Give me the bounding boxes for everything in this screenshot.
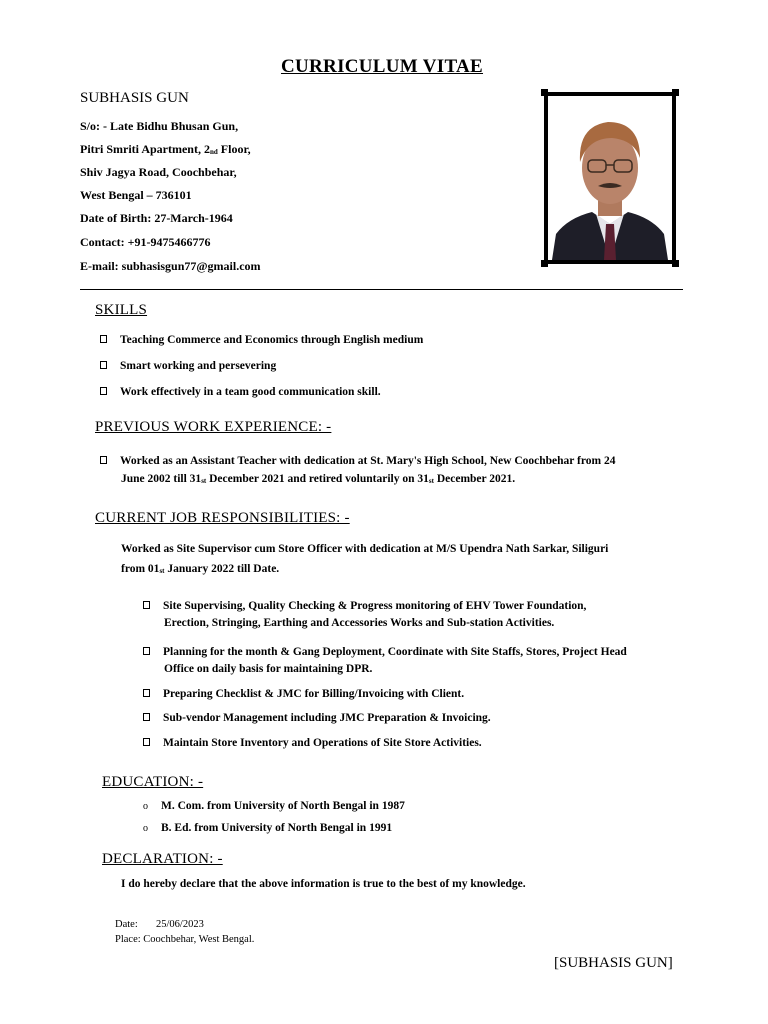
date-label: Date: [115,919,138,930]
current-job-heading: CURRENT JOB RESPONSIBILITIES: - [95,510,350,526]
bullet-box-icon [143,601,150,609]
responsibility-item-5: Maintain Store Inventory and Operations of Site Store Activities. [143,734,482,752]
skill-item-3: Work effectively in a team good communication skill. [100,383,381,401]
bullet-box-icon [100,335,107,343]
responsibility-item-2: Planning for the month & Gang Deployment, Coordinate with Site Staffs, Stores, Project Head [143,643,627,661]
bullet-box-icon [100,387,107,395]
parent-name: S/o: - Late Bidhu Bhusan Gun, [80,119,239,133]
responsibility-item-4: Sub-vendor Management including JMC Preparation & Invoicing. [143,709,491,727]
experience-item-line-2: June 2002 till $31_{st}$ December 2021 and retired voluntarily on $31_{st}$ December 2021. [121,473,516,485]
date-value: 25/06/2023 [156,919,204,930]
responsibility-item-1: Site Supervising, Quality Checking & Progress monitoring of EHV Tower Foundation, [143,597,586,615]
address-line-2: Shiv Jagya Road, Coochbehar, [80,165,237,179]
bullet-box-icon [143,713,150,721]
responsibility-item-1-line-2: Erection, Stringing, Earthing and Accessories Works and Sub-station Activities. [164,617,555,629]
circle-bullet-icon: o [143,823,148,834]
bullet-box-icon [143,647,150,655]
header-divider [80,289,683,290]
skill-item-1: Teaching Commerce and Economics through English medium [100,331,423,349]
current-job-intro-line-2: from $01_{st}$ January 2022 till Date. [121,563,280,575]
portrait-image [548,96,672,260]
circle-bullet-icon: o [143,801,148,812]
education-item-2: o B. Ed. from University of North Bengal in 1991 [143,822,393,834]
skills-heading: SKILLS [95,302,148,318]
bullet-box-icon [100,456,107,464]
contact-number: Contact: +91-9475466776 [80,235,211,249]
declaration-text: I do hereby declare that the above information is true to the best of my knowledge. [121,878,526,890]
experience-heading: PREVIOUS WORK EXPERIENCE: - [95,419,332,435]
declaration-heading: DECLARATION: - [102,851,223,867]
experience-item: Worked as an Assistant Teacher with dedication at St. Mary's High School, New Coochbehar from 24 [100,452,616,470]
date-of-birth: Date of Birth: 27-March-1964 [80,211,233,225]
bullet-box-icon [143,738,150,746]
skill-item-2: Smart working and persevering [100,357,276,375]
place-line: Place: Coochbehar, West Bengal. [115,934,255,945]
responsibility-item-2-line-2: Office on daily basis for maintaining DPR. [164,663,373,675]
education-item-1: o M. Com. from University of North Bengal in 1987 [143,800,405,812]
candidate-name: SUBHASIS GUN [80,90,189,106]
signature-name: [SUBHASIS GUN] [554,955,673,971]
bullet-box-icon [100,361,107,369]
current-job-intro-line-1: Worked as Site Supervisor cum Store Officer with dedication at M/S Upendra Nath Sarkar, Siliguri [121,543,609,555]
bullet-box-icon [143,689,150,697]
address-line-3: West Bengal – 736101 [80,188,192,202]
profile-photo [544,92,676,264]
email-address: E-mail: subhasisgun77@gmail.com [80,259,261,273]
address-line-1: Pitri Smriti Apartment, $2_{nd}$ Floor, [80,142,251,156]
responsibility-item-3: Preparing Checklist & JMC for Billing/Invoicing with Client. [143,685,464,703]
document-title: CURRICULUM VITAE [280,56,484,77]
education-heading: EDUCATION: - [102,774,204,790]
